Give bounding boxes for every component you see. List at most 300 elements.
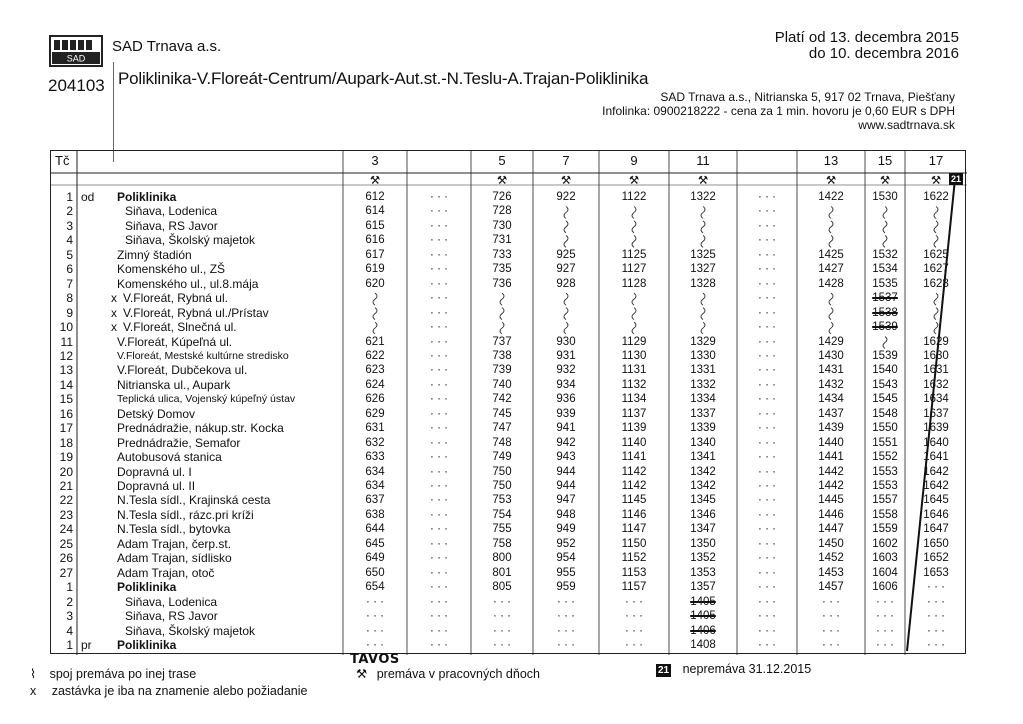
route-diversion-mark: [934, 206, 938, 218]
empty-cell: · · ·: [430, 508, 448, 521]
time-cell: 1440: [818, 436, 844, 449]
time-cell: 801: [492, 566, 512, 579]
time-cell: 1152: [621, 552, 647, 565]
time-cell: · · ·: [927, 610, 945, 623]
hammer-icon: ⚒: [496, 175, 508, 187]
time-cell: · · ·: [366, 638, 384, 651]
empty-cell: · · ·: [758, 508, 776, 521]
time-cell: 1353: [690, 566, 716, 579]
empty-cell: · · ·: [758, 321, 776, 334]
empty-cell: · · ·: [758, 191, 776, 203]
time-cell: · · ·: [557, 595, 575, 608]
stop-index: 21: [59, 479, 73, 493]
stop-index: 18: [59, 435, 73, 450]
validity-period: [775, 30, 959, 62]
empty-cell: · · ·: [430, 335, 448, 348]
empty-cell: · · ·: [430, 219, 448, 232]
time-cell: 942: [556, 436, 576, 449]
time-cell: 1559: [872, 523, 898, 536]
time-cell: 1445: [818, 494, 844, 507]
stop-name: V.Floreát, Kúpeľná ul.: [117, 334, 233, 349]
stop-name: Adam Trajan, sídlisko: [117, 551, 232, 566]
stop-index: 1: [66, 637, 73, 652]
stop-index: 10: [59, 320, 73, 335]
stop-index: 7: [66, 276, 73, 291]
time-cell: 1340: [690, 436, 716, 449]
time-cell: 959: [556, 581, 576, 594]
time-cell: 1646: [923, 508, 949, 521]
time-cell: 944: [556, 480, 576, 492]
stop-name: Siňava, Školský majetok: [125, 233, 256, 248]
stop-name: Poliklinika: [117, 637, 177, 652]
stop-name: V.Floreát, Dubčekova ul.: [117, 363, 248, 378]
route-diversion-mark: [829, 221, 833, 233]
time-cell: 1622: [923, 191, 949, 203]
time-cell: 1453: [818, 566, 844, 579]
time-cell: 614: [365, 205, 385, 218]
legend-hammer-text: premáva v pracovných dňoch: [376, 667, 540, 681]
hammer-icon: ⚒: [930, 175, 942, 187]
time-cell: 629: [365, 407, 385, 420]
time-cell: 617: [365, 248, 385, 261]
time-cell: 1637: [923, 407, 949, 420]
stop-name: V.Floreát, Rybná ul./Prístav: [123, 305, 269, 320]
time-cell: 1341: [690, 451, 716, 464]
time-cell: 1450: [818, 537, 844, 550]
empty-cell: · · ·: [430, 393, 448, 406]
time-cell: · · ·: [927, 581, 945, 594]
stop-index: 17: [59, 421, 73, 436]
contact-info: [602, 90, 955, 132]
stop-index: 12: [59, 348, 73, 363]
empty-cell: · · ·: [758, 335, 776, 348]
time-cell: 621: [365, 335, 385, 348]
time-cell: 622: [365, 349, 385, 362]
time-cell: 626: [365, 393, 385, 406]
time-cell: 1446: [818, 508, 844, 521]
time-cell: 726: [492, 191, 512, 203]
time-cell: 650: [365, 566, 385, 579]
time-cell: 1551: [872, 436, 898, 449]
company-name: SAD Trnava a.s.: [112, 38, 222, 55]
contact-address: SAD Trnava a.s., Nitrianska 5, 917 02 Trnava, Piešťany: [660, 90, 955, 104]
legend-hammer: [356, 666, 540, 681]
empty-cell: · · ·: [430, 537, 448, 550]
route-diversion-mark: [373, 322, 377, 334]
empty-cell: · · ·: [430, 465, 448, 478]
empty-cell: · · ·: [430, 191, 448, 203]
empty-cell: · · ·: [758, 610, 776, 623]
time-cell: 1631: [923, 364, 949, 377]
empty-cell: · · ·: [430, 321, 448, 334]
time-cell: 927: [556, 263, 576, 276]
trip-number: 13: [823, 153, 839, 168]
route-diversion-mark: [632, 293, 636, 305]
time-cell: · · ·: [927, 624, 945, 637]
time-cell: 1427: [818, 263, 844, 276]
time-cell: · · ·: [557, 624, 575, 637]
empty-cell: · · ·: [758, 349, 776, 362]
validity-to: do 10. decembra 2016: [808, 45, 959, 62]
time-cell: 1130: [621, 349, 647, 362]
time-cell: 1557: [872, 494, 898, 507]
hammer-icon: ⚒: [879, 175, 891, 187]
route-diversion-mark: [373, 293, 377, 305]
time-cell: 1405: [690, 595, 716, 608]
time-cell: 738: [492, 349, 512, 362]
stop-name: Komenského ul., ul.8.mája: [117, 276, 259, 291]
stop-index: 14: [59, 377, 73, 392]
empty-cell: · · ·: [430, 581, 448, 594]
time-cell: 1322: [690, 191, 716, 203]
empty-cell: · · ·: [758, 205, 776, 218]
wavy-symbol: ⌇: [30, 667, 37, 681]
empty-cell: · · ·: [758, 595, 776, 608]
time-cell: 1532: [872, 248, 898, 261]
time-cell: 1422: [818, 191, 844, 203]
empty-cell: · · ·: [758, 263, 776, 276]
time-cell: 749: [492, 451, 512, 464]
stop-index: 9: [66, 305, 73, 320]
stop-name: Siňava, Lodenica: [125, 594, 218, 609]
time-cell: 1604: [872, 566, 898, 579]
time-cell: 753: [492, 494, 512, 507]
empty-cell: · · ·: [758, 465, 776, 478]
stop-name: Zimný štadión: [117, 247, 192, 262]
route-diversion-mark: [883, 206, 887, 218]
empty-cell: · · ·: [758, 480, 776, 492]
time-cell: 633: [365, 451, 385, 464]
empty-cell: · · ·: [430, 566, 448, 579]
route-diversion-mark: [373, 308, 377, 320]
route-diversion-mark: [564, 308, 568, 320]
stop-name: Siňava, RS Javor: [125, 218, 218, 233]
empty-cell: · · ·: [430, 422, 448, 435]
route-diversion-mark: [701, 206, 705, 218]
empty-cell: · · ·: [430, 494, 448, 507]
route-diversion-mark: [564, 322, 568, 334]
time-cell: 634: [365, 465, 385, 478]
time-cell: · · ·: [927, 638, 945, 651]
hammer-icon: ⚒: [356, 667, 368, 681]
time-cell: 1350: [690, 537, 716, 550]
time-cell: · · ·: [493, 624, 511, 637]
time-cell: 1141: [621, 451, 647, 464]
stop-index: 26: [59, 551, 73, 566]
route-diversion-mark: [829, 308, 833, 320]
time-cell: · · ·: [876, 624, 894, 637]
time-cell: 728: [492, 205, 512, 218]
time-cell: 1430: [818, 349, 844, 362]
time-cell: 1347: [690, 523, 716, 536]
route-diversion-mark: [500, 293, 504, 305]
stop-index: 23: [59, 507, 73, 522]
time-cell: · · ·: [876, 595, 894, 608]
time-cell: 1122: [621, 191, 647, 203]
time-cell: 1558: [872, 508, 898, 521]
time-cell: 1639: [923, 422, 949, 435]
time-cell: · · ·: [822, 638, 840, 651]
validity-from: Platí od 13. decembra 2015: [774, 29, 959, 46]
time-cell: 922: [556, 191, 576, 203]
time-cell: 930: [556, 335, 576, 348]
time-cell: 654: [365, 581, 385, 594]
stop-index: 4: [66, 233, 73, 248]
time-cell: 928: [556, 277, 576, 290]
time-cell: · · ·: [625, 610, 643, 623]
time-cell: 1147: [621, 523, 647, 536]
time-cell: · · ·: [927, 595, 945, 608]
time-cell: 1150: [621, 537, 647, 550]
empty-cell: · · ·: [758, 624, 776, 637]
stop-index: 6: [66, 262, 73, 277]
empty-cell: · · ·: [430, 248, 448, 261]
time-cell: 1157: [621, 581, 647, 594]
time-cell: · · ·: [493, 610, 511, 623]
time-cell: 947: [556, 494, 576, 507]
time-cell: 1603: [872, 552, 898, 565]
time-cell: 1325: [690, 248, 716, 261]
empty-cell: · · ·: [430, 205, 448, 218]
departure-label: od: [81, 190, 95, 204]
trip-number: 17: [928, 153, 944, 168]
empty-cell: · · ·: [430, 523, 448, 536]
time-cell: 1431: [818, 364, 844, 377]
time-cell: 736: [492, 277, 512, 290]
route-diversion-mark: [934, 322, 938, 334]
time-cell: 955: [556, 566, 576, 579]
stop-name: Siňava, RS Javor: [125, 609, 218, 624]
stop-name: Siňava, Školský majetok: [125, 623, 256, 638]
time-cell: 1337: [690, 407, 716, 420]
time-cell: 1653: [923, 566, 949, 579]
empty-cell: · · ·: [430, 364, 448, 377]
route-diversion-mark: [500, 308, 504, 320]
time-cell: 1530: [872, 191, 898, 203]
empty-cell: · · ·: [758, 248, 776, 261]
route-divider: [113, 62, 114, 162]
time-cell: 936: [556, 393, 576, 406]
time-cell: 1342: [690, 480, 716, 492]
empty-cell: · · ·: [430, 451, 448, 464]
time-cell: · · ·: [876, 610, 894, 623]
time-cell: 1357: [690, 581, 716, 594]
time-cell: 1545: [872, 393, 898, 406]
empty-cell: · · ·: [758, 451, 776, 464]
time-cell: 1139: [621, 422, 647, 435]
route-diversion-mark: [632, 235, 636, 247]
stop-index: 3: [66, 218, 73, 233]
route-diversion-mark: [564, 206, 568, 218]
route-diversion-mark: [934, 308, 938, 320]
time-cell: 1153: [621, 566, 647, 579]
time-cell: 1425: [818, 248, 844, 261]
stop-name: N.Tesla sídl., bytovka: [117, 522, 231, 537]
time-cell: 1628: [923, 277, 949, 290]
time-cell: 1330: [690, 349, 716, 362]
handwritten-note: TAVOS: [350, 652, 400, 667]
route-diversion-mark: [564, 235, 568, 247]
time-cell: 1550: [872, 422, 898, 435]
time-cell: 645: [365, 537, 385, 550]
time-cell: 941: [556, 422, 576, 435]
route-diversion-mark: [564, 221, 568, 233]
time-cell: 731: [492, 234, 512, 247]
time-cell: 1539: [872, 321, 898, 334]
time-cell: 1428: [818, 277, 844, 290]
stop-index: 5: [66, 247, 73, 262]
contact-website: www.sadtrnava.sk: [858, 118, 955, 132]
legend-x: [30, 684, 307, 698]
time-cell: 649: [365, 552, 385, 565]
stop-index: 13: [59, 363, 73, 378]
time-cell: · · ·: [366, 624, 384, 637]
time-cell: 1652: [923, 552, 949, 565]
time-cell: 1602: [872, 537, 898, 550]
time-cell: 1606: [872, 581, 898, 594]
line-number: 204103: [48, 76, 105, 95]
contact-infoline: Infolinka: 0900218222 - cena za 1 min. hovoru je 0,60 EUR s DPH: [602, 104, 955, 118]
time-cell: 1128: [621, 277, 647, 290]
time-cell: 1129: [621, 335, 647, 348]
stop-name: Siňava, Lodenica: [125, 204, 218, 219]
time-cell: 934: [556, 378, 576, 391]
empty-cell: · · ·: [758, 277, 776, 290]
stop-name: Prednádražie, Semafor: [117, 435, 241, 450]
stop-index: 2: [66, 204, 73, 219]
time-cell: 1548: [872, 407, 898, 420]
request-stop-marker: x: [111, 320, 117, 335]
time-cell: 1553: [872, 480, 898, 492]
time-cell: 1339: [690, 422, 716, 435]
route-diversion-mark: [883, 221, 887, 233]
time-cell: · · ·: [625, 595, 643, 608]
time-cell: 620: [365, 277, 385, 290]
time-cell: 1405: [690, 610, 716, 623]
time-cell: · · ·: [625, 624, 643, 637]
stop-name: Detský Domov: [117, 406, 196, 421]
hammer-icon: ⚒: [628, 175, 640, 187]
time-cell: 623: [365, 364, 385, 377]
time-cell: 742: [492, 393, 512, 406]
route-diversion-mark: [500, 322, 504, 334]
empty-cell: · · ·: [758, 537, 776, 550]
legend-wavy: [30, 666, 196, 681]
time-cell: 632: [365, 436, 385, 449]
stop-name: Adam Trajan, otoč: [117, 565, 215, 580]
time-cell: 1327: [690, 263, 716, 276]
time-cell: 1142: [621, 465, 647, 478]
time-cell: 954: [556, 552, 576, 565]
badge-21-icon: 21: [950, 174, 961, 184]
route-diversion-mark: [934, 235, 938, 247]
empty-cell: · · ·: [430, 349, 448, 362]
stop-index: 1: [66, 190, 73, 204]
time-cell: 740: [492, 378, 512, 391]
time-cell: 1537: [872, 292, 898, 305]
time-cell: 758: [492, 537, 512, 550]
empty-cell: · · ·: [430, 263, 448, 276]
time-cell: 1447: [818, 523, 844, 536]
time-cell: 1146: [621, 508, 647, 521]
empty-cell: · · ·: [758, 494, 776, 507]
stop-name: Autobusová stanica: [117, 450, 222, 465]
time-cell: 1641: [923, 451, 949, 464]
hammer-icon: ⚒: [369, 175, 381, 187]
empty-cell: · · ·: [430, 552, 448, 565]
time-cell: 1432: [818, 378, 844, 391]
time-cell: 735: [492, 263, 512, 276]
stop-name: Adam Trajan, čerp.st.: [117, 536, 232, 551]
time-cell: 1629: [923, 335, 949, 348]
time-cell: 733: [492, 248, 512, 261]
time-cell: 615: [365, 219, 385, 232]
route-diversion-mark: [701, 322, 705, 334]
stop-index: 8: [66, 291, 73, 306]
time-cell: 1535: [872, 277, 898, 290]
time-cell: · · ·: [822, 624, 840, 637]
time-cell: 943: [556, 451, 576, 464]
time-cell: 1140: [621, 436, 647, 449]
legend-badge-text: nepremáva 31.12.2015: [682, 662, 812, 676]
stop-name: Prednádražie, nákup.str. Kocka: [117, 421, 284, 436]
stop-name: Teplická ulica, Vojenský kúpeľný ústav: [117, 393, 296, 406]
time-cell: 932: [556, 364, 576, 377]
empty-cell: · · ·: [430, 610, 448, 623]
request-stop-marker: x: [111, 305, 117, 320]
time-cell: 1632: [923, 378, 949, 391]
time-cell: 1125: [621, 248, 647, 261]
trip-number: 15: [877, 153, 893, 168]
stop-name: Poliklinika: [117, 190, 177, 204]
empty-cell: · · ·: [758, 552, 776, 565]
empty-cell: · · ·: [430, 407, 448, 420]
stop-index: 24: [59, 522, 73, 537]
time-cell: 1540: [872, 364, 898, 377]
time-cell: 1645: [923, 494, 949, 507]
request-stop-marker: x: [111, 291, 117, 306]
sad-logo: [48, 34, 104, 68]
route-diversion-mark: [883, 337, 887, 349]
logo-text: SAD: [66, 53, 86, 64]
time-cell: 634: [365, 480, 385, 492]
time-cell: 931: [556, 349, 576, 362]
empty-cell: · · ·: [430, 378, 448, 391]
time-cell: 1442: [818, 465, 844, 478]
empty-cell: · · ·: [758, 422, 776, 435]
time-cell: 1442: [818, 480, 844, 492]
time-cell: 1538: [872, 306, 898, 319]
stop-index: 16: [59, 406, 73, 421]
stop-index: 3: [66, 609, 73, 624]
hammer-icon: ⚒: [697, 175, 709, 187]
empty-cell: · · ·: [430, 306, 448, 319]
time-cell: 631: [365, 422, 385, 435]
time-cell: 948: [556, 508, 576, 521]
time-cell: 624: [365, 378, 385, 391]
empty-cell: · · ·: [758, 566, 776, 579]
empty-cell: · · ·: [758, 638, 776, 651]
arrival-label: pr: [81, 637, 92, 652]
time-cell: 1650: [923, 537, 949, 550]
time-cell: 1634: [923, 393, 949, 406]
time-cell: 1534: [872, 263, 898, 276]
empty-cell: · · ·: [758, 219, 776, 232]
route-diversion-mark: [701, 235, 705, 247]
x-symbol: x: [30, 684, 37, 698]
route-diversion-mark: [632, 206, 636, 218]
empty-cell: · · ·: [758, 234, 776, 247]
